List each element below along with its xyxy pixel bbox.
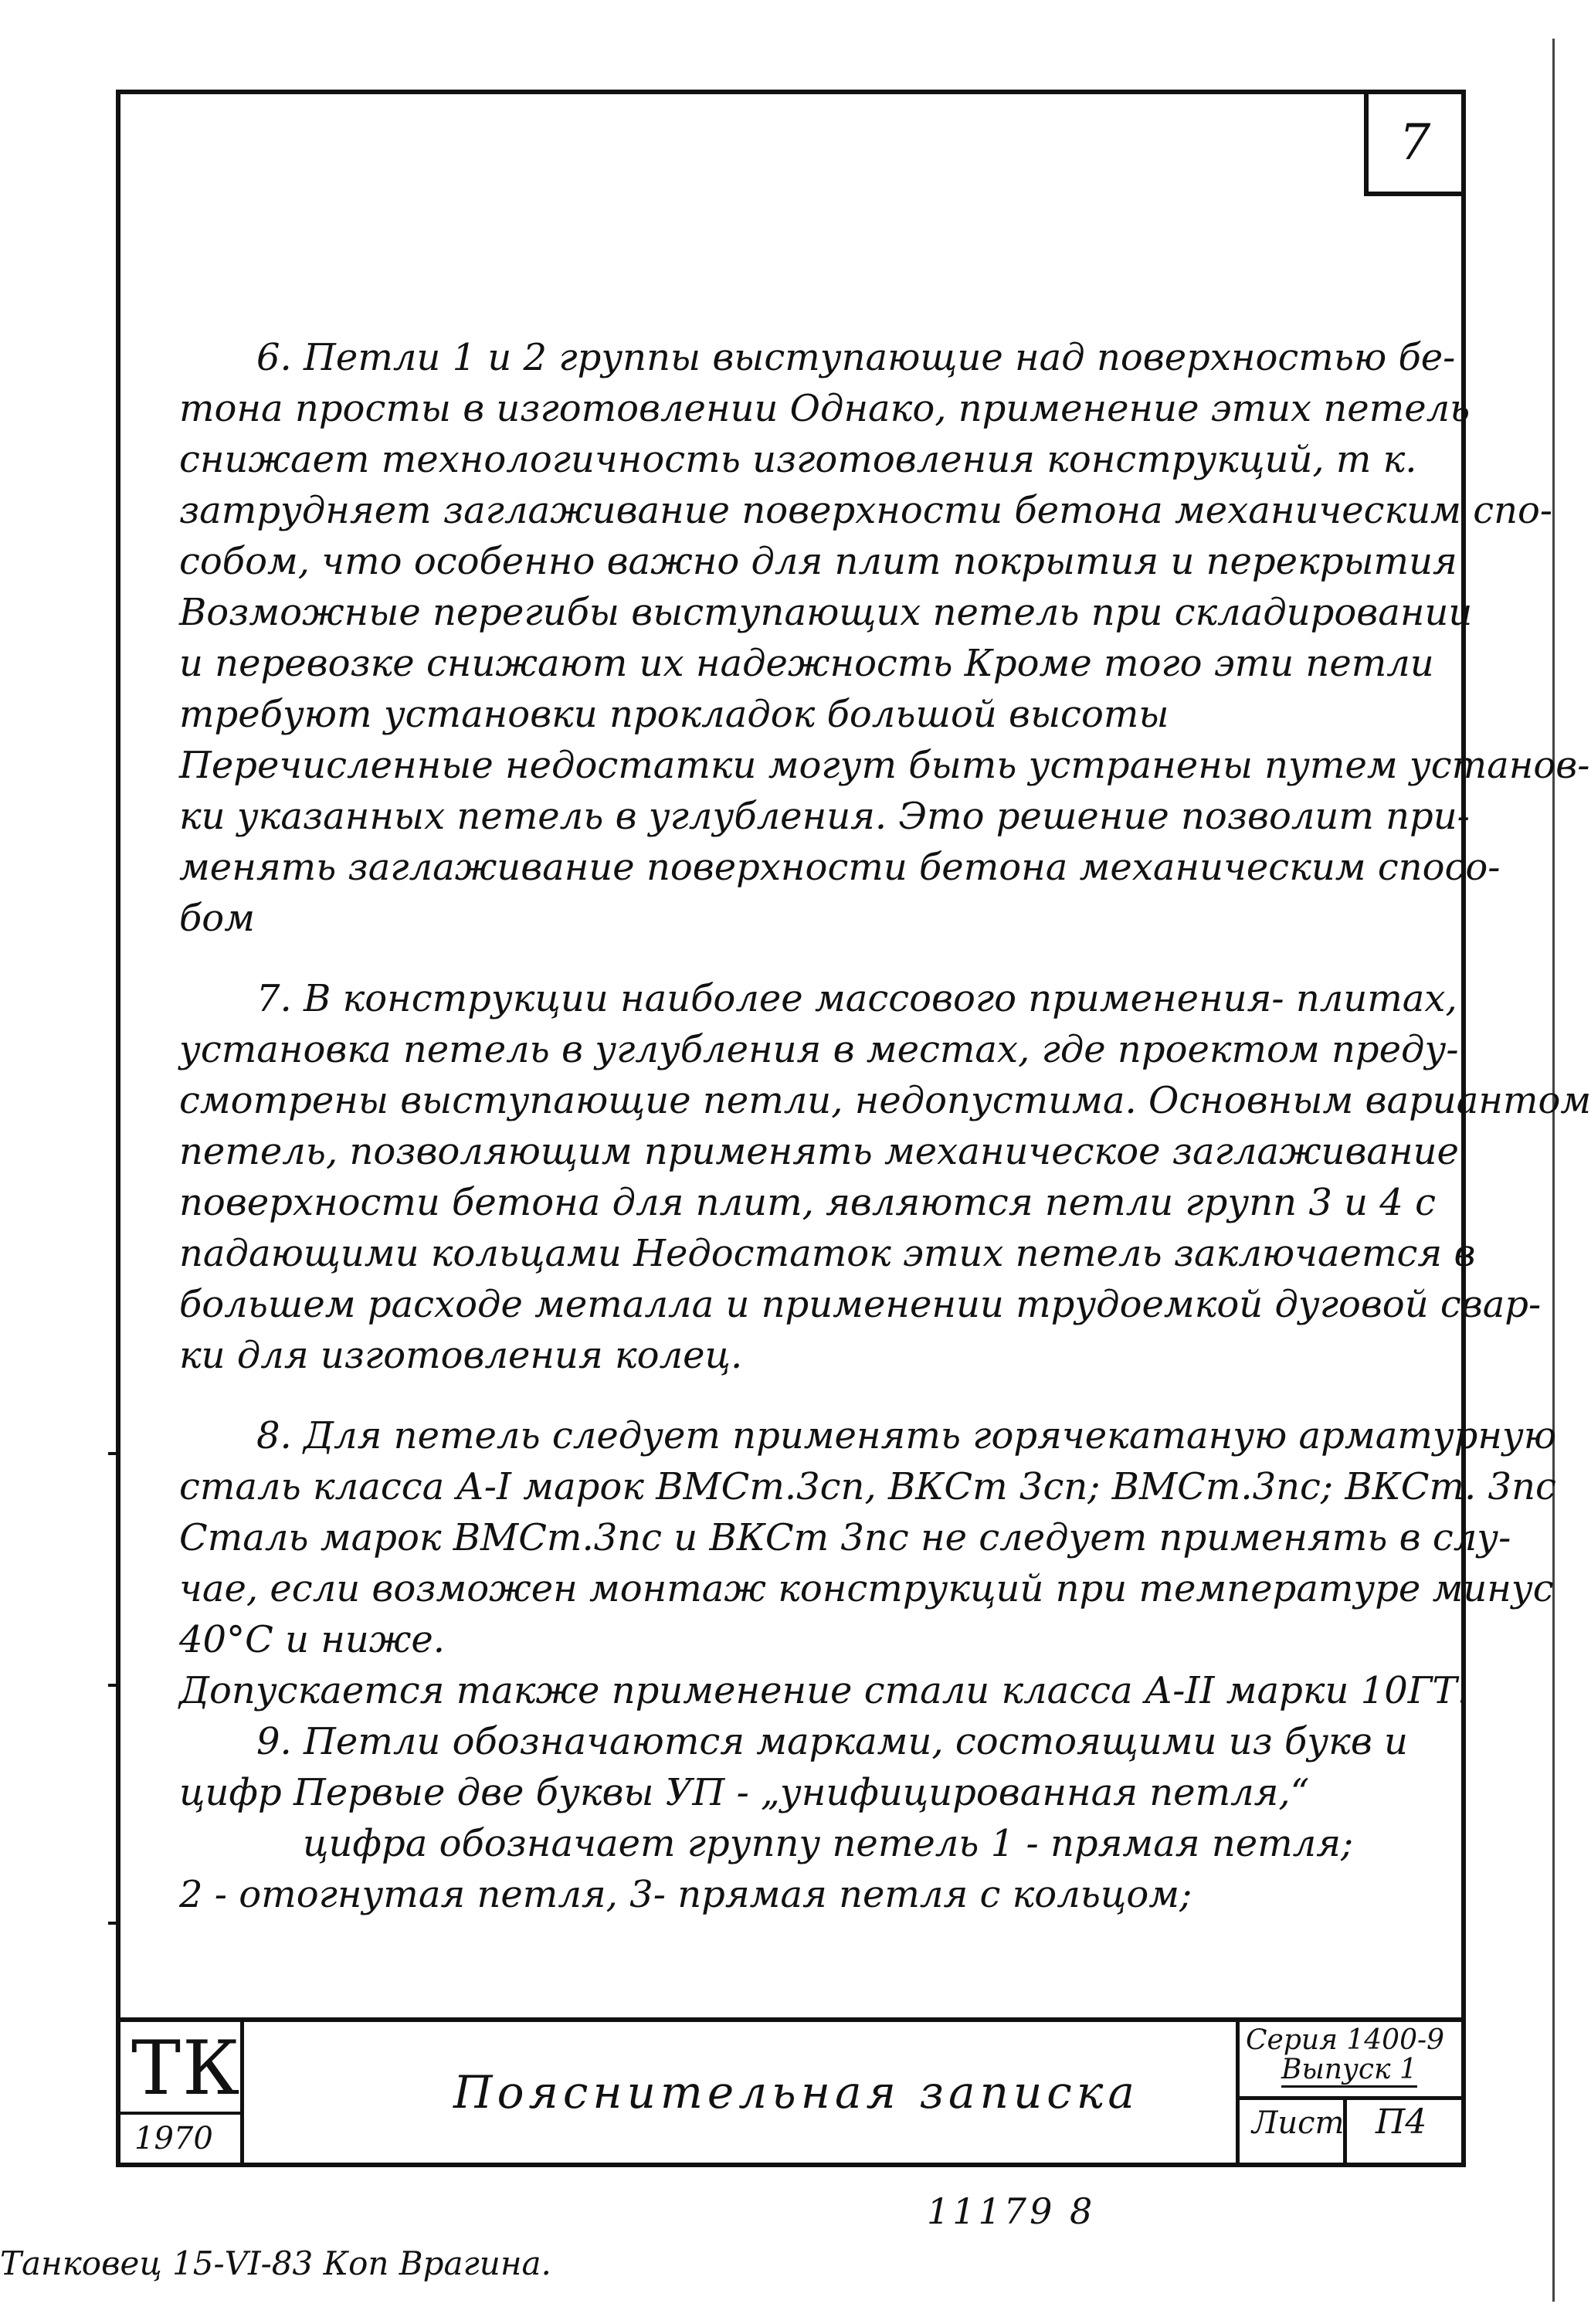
handwritten-signature: Танковец 15-VI-83 Коп Врагина. — [0, 2244, 551, 2282]
tk-logo: ТК — [131, 2025, 242, 2112]
text-line: цифр Первые две буквы УП - „унифицированная петля,“ — [179, 1771, 1310, 1814]
text-line: сталь класса А-I марок ВМСт.3сп, ВКСт 3сп; ВМСт.3пс; ВКСт. 3пс — [179, 1465, 1556, 1508]
text-line: Возможные перегибы выступающих петель при складировании — [179, 591, 1473, 634]
page-edge-rule — [1552, 39, 1555, 2302]
margin-tick — [108, 1452, 119, 1455]
text-line: 9. Петли обозначаются марками, состоящими из букв и — [256, 1720, 1408, 1763]
margin-tick — [108, 1684, 119, 1687]
document-title: Пояснительная записка — [453, 2066, 1139, 2119]
archive-number: 11179 8 — [927, 2190, 1096, 2232]
page-number: 7 — [1364, 94, 1461, 196]
text-line: снижает технологичность изготовления конструкций, т к. — [179, 438, 1417, 481]
margin-tick — [108, 1922, 119, 1925]
title-block — [120, 2017, 1461, 2163]
sheet-number: П4 — [1376, 2102, 1427, 2142]
text-line: чае, если возможен монтаж конструкций при температуре минус — [179, 1567, 1554, 1610]
text-line: 40°С и ниже. — [179, 1618, 445, 1661]
explanatory-note-body — [179, 332, 1591, 1920]
title-block-year: 1970 — [134, 2121, 213, 2156]
text-line: ки указанных петель в углубления. Это решение позволит при- — [179, 795, 1470, 838]
text-line: поверхности бетона для плит, являются петли групп 3 и 4 с — [179, 1181, 1436, 1224]
text-line: установка петель в углубления в местах, где проектом преду- — [179, 1028, 1459, 1071]
text-line: Перечисленные недостатки могут быть устранены путем установ- — [179, 744, 1590, 787]
sheet-label: Лист — [1252, 2105, 1345, 2141]
text-line: требуют установки прокладок большой высоты — [179, 693, 1169, 736]
text-line: ки для изготовления колец. — [179, 1334, 743, 1377]
text-line: собом, что особенно важно для плит покрытия и перекрытия — [179, 540, 1457, 583]
title-block-logo-cell — [120, 2022, 244, 2163]
text-line: смотрены выступающие петли, недопустима. Основным вариантом — [179, 1079, 1591, 1122]
text-line: и перевозке снижают их надежность Кроме того эти петли — [179, 642, 1434, 685]
paragraph-7 — [179, 973, 1591, 1381]
paragraph-8 — [179, 1410, 1557, 1716]
text-line: 2 - отогнутая петля, 3- прямая петля с кольцом; — [179, 1873, 1192, 1916]
title-block-info — [1236, 2022, 1461, 2163]
text-line: петель, позволяющим применять механическое заглаживание — [179, 1130, 1459, 1173]
paragraph-9 — [179, 1716, 1446, 1920]
text-line: тона просты в изготовлении Однако, применение этих петель — [179, 387, 1471, 430]
text-line: затрудняет заглаживание поверхности бетона механическим спо- — [179, 489, 1553, 532]
text-line: Сталь марок ВМСт.3пс и ВКСт 3пс не следует применять в слу- — [179, 1516, 1511, 1559]
text-line: Допускается также применение стали класса А-II марки 10ГТ. — [179, 1669, 1469, 1712]
text-line: 8. Для петель следует применять горячекатаную арматурную — [256, 1414, 1557, 1457]
paragraph-6 — [179, 332, 1590, 944]
text-line: 6. Петли 1 и 2 группы выступающие над поверхностью бе- — [256, 336, 1456, 379]
text-line: большем расходе металла и применении трудоемкой дуговой свар- — [179, 1283, 1542, 1326]
text-line: менять заглаживание поверхности бетона механическим спосо- — [179, 846, 1501, 889]
text-line: бом — [179, 897, 255, 940]
text-line: падающими кольцами Недостаток этих петель заключается в — [179, 1232, 1476, 1275]
issue-label: Выпуск 1 — [1281, 2054, 1417, 2088]
text-line: цифра обозначает группу петель 1 - прямая петля; — [303, 1822, 1354, 1865]
series-label: Серия 1400-9 — [1246, 2024, 1445, 2056]
text-line: 7. В конструкции наиболее массового применения- плитах, — [256, 977, 1457, 1020]
